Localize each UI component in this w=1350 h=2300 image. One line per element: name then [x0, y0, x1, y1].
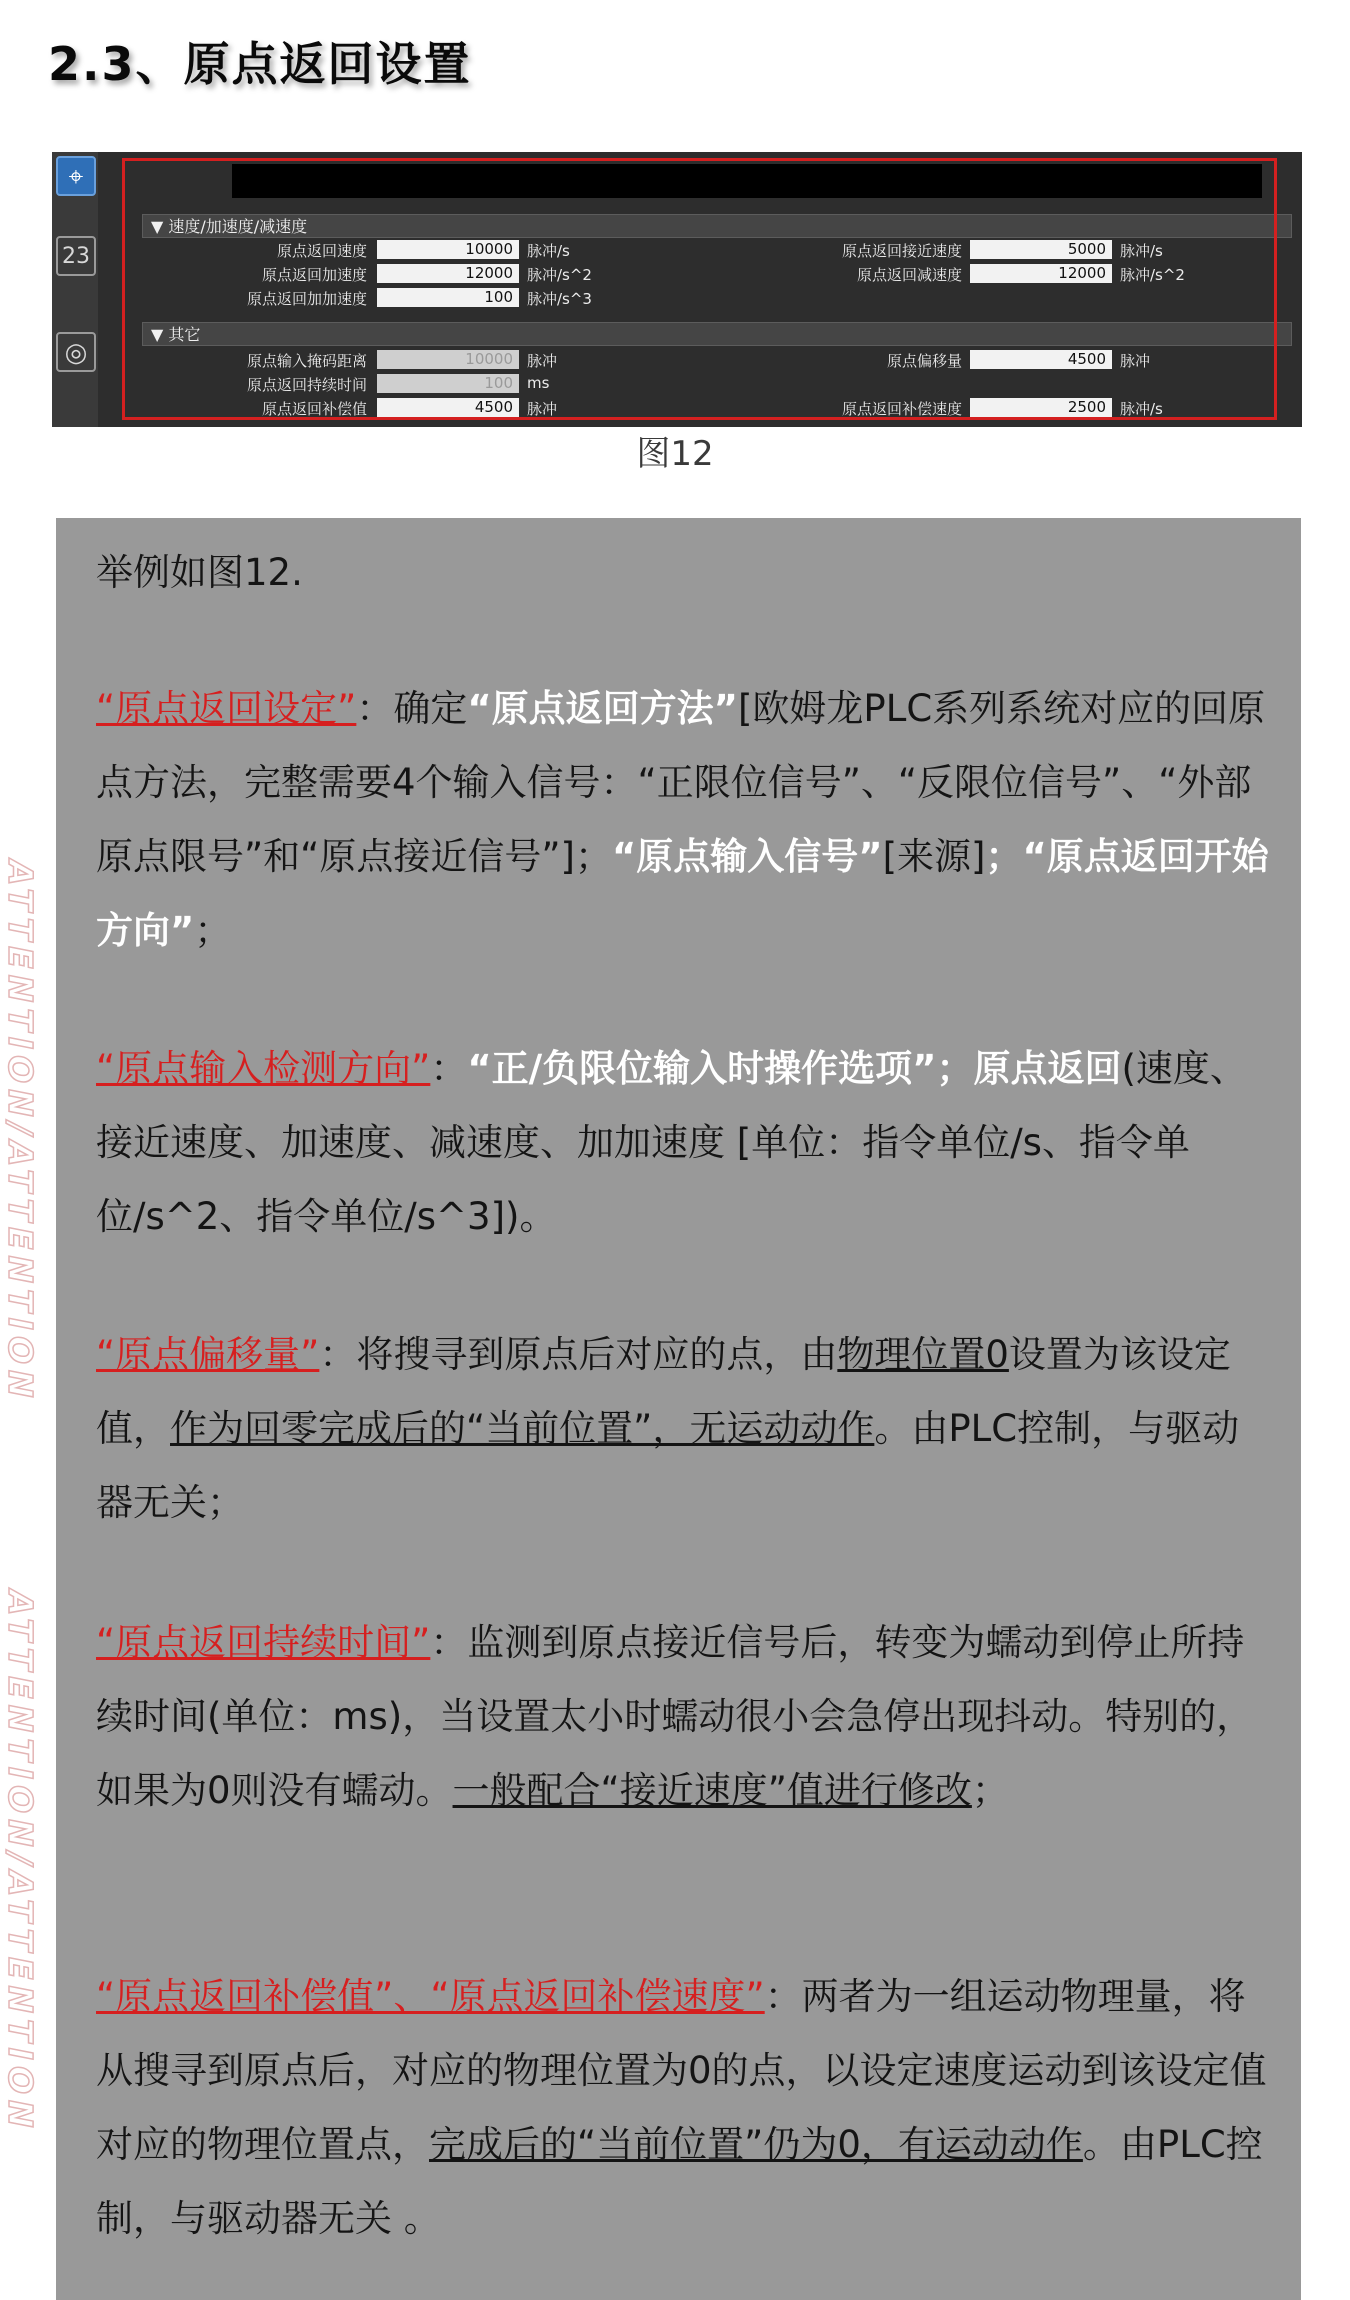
mask-distance-field: 10000	[377, 350, 519, 369]
crosshair-icon: ⌖	[56, 156, 96, 196]
return-speed-label: 原点返回速度	[276, 242, 367, 260]
accel-unit: 脉冲/s^2	[527, 266, 592, 284]
highlight-box	[122, 158, 1277, 420]
paragraph-compensation: “原点返回补偿值”、“原点返回补偿速度”：两者为一组运动物理量，将从搜寻到原点后，对应的物理位置为0的点，以设定速度运动到该设定值对应的物理位置点，完成后的“当前位置”仍为0，有运动动作。由PLC控制，与驱动器无关 。	[96, 1975, 1267, 2240]
watermark-bottom: ATTENTION/ATTENTION	[1, 1590, 40, 2134]
comp-speed-field[interactable]: 2500	[970, 398, 1112, 417]
comp-speed-unit: 脉冲/s	[1120, 400, 1163, 418]
mask-distance-label: 原点输入掩码距离	[246, 352, 367, 370]
hold-time-unit: ms	[527, 374, 550, 392]
comp-value-unit: 脉冲	[527, 400, 558, 418]
screenshot-sidebar	[52, 152, 98, 427]
hold-time-label: 原点返回持续时间	[246, 376, 367, 394]
paragraph-hold-time: “原点返回持续时间”：监测到原点接近信号后，转变为蠕动到停止所持续时间(单位：ms)，当设置太小时蠕动很小会急停出现抖动。特别的，如果为0则没有蠕动。一般配合“接近速度”值进行修改；	[96, 1621, 1254, 1812]
accel-label: 原点返回加速度	[261, 266, 367, 284]
decel-label: 原点返回减速度	[856, 266, 962, 284]
intro-text: 举例如图12.	[96, 551, 303, 594]
jerk-field[interactable]: 100	[377, 288, 519, 307]
section-heading: 2.3、原点返回设置	[48, 37, 472, 91]
offset-unit: 脉冲	[1120, 352, 1151, 370]
axis-icon: ◎	[56, 332, 96, 372]
counter-icon: 23	[56, 236, 96, 276]
term-detect-direction: “原点输入检测方向”	[96, 1047, 431, 1090]
term-return-setting: “原点返回设定”	[96, 687, 357, 730]
group-header-other[interactable]: ▼ 其它	[142, 322, 1292, 346]
return-speed-unit: 脉冲/s	[527, 242, 570, 260]
decel-unit: 脉冲/s^2	[1120, 266, 1185, 284]
comp-value-field[interactable]: 4500	[377, 398, 519, 417]
comp-speed-label: 原点返回补偿速度	[841, 400, 962, 418]
settings-screenshot	[52, 152, 1302, 427]
term-offset: “原点偏移量”	[96, 1333, 320, 1376]
approach-speed-field[interactable]: 5000	[970, 240, 1112, 259]
jerk-unit: 脉冲/s^3	[527, 290, 592, 308]
accel-field[interactable]: 12000	[377, 264, 519, 283]
group-header-speed[interactable]: ▼ 速度/加速度/减速度	[142, 214, 1292, 238]
mask-distance-unit: 脉冲	[527, 352, 558, 370]
comp-value-label: 原点返回补偿值	[261, 400, 367, 418]
jerk-label: 原点返回加加速度	[246, 290, 367, 308]
term-compensation: “原点返回补偿值”、“原点返回补偿速度”	[96, 1975, 765, 2018]
term-hold-time: “原点返回持续时间”	[96, 1621, 431, 1664]
figure-caption: 图12	[636, 434, 714, 474]
approach-speed-unit: 脉冲/s	[1120, 242, 1163, 260]
offset-field[interactable]: 4500	[970, 350, 1112, 369]
paragraph-return-setting: “原点返回设定”：确定“原点返回方法”[欧姆龙PLC系列系统对应的回原点方法，完整需要4个输入信号：“正限位信号”、“反限位信号”、“外部原点限号”和“原点接近信号”]；“原点输入信号”[来源]；“原点返回开始方向”；	[96, 687, 1269, 952]
paragraph-offset: “原点偏移量”：将搜寻到原点后对应的点，由物理位置0设置为该设定值，作为回零完成后的“当前位置”，无运动动作。由PLC控制，与驱动器无关；	[96, 1333, 1240, 1524]
watermark-top: ATTENTION/ATTENTION	[1, 860, 40, 1404]
approach-speed-label: 原点返回接近速度	[841, 242, 962, 260]
offset-label: 原点偏移量	[886, 352, 962, 370]
hold-time-field: 100	[377, 374, 519, 393]
return-speed-field[interactable]: 10000	[377, 240, 519, 259]
decel-field[interactable]: 12000	[970, 264, 1112, 283]
explanation-panel	[56, 518, 1301, 2300]
paragraph-detect-direction: “原点输入检测方向”：“正/负限位输入时操作选项”；原点返回(速度、接近速度、加速度、减速度、加加速度 [单位：指令单位/s、指令单位/s^2、指令单位/s^3])。	[96, 1047, 1247, 1238]
